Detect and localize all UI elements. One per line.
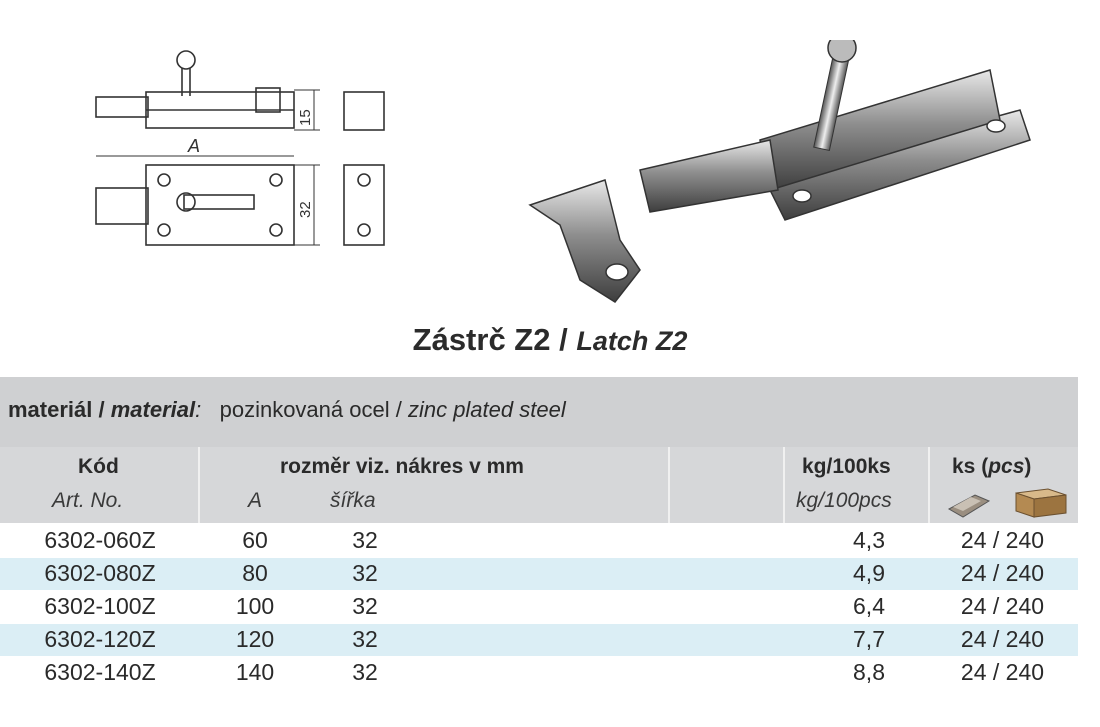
cell-width: 32 — [352, 527, 378, 553]
header-code-cz: Kód — [78, 455, 119, 478]
cell-kg: 7,7 — [853, 626, 885, 652]
header-ks: ks (pcs) — [952, 455, 1032, 478]
header-dim-w: šířka — [330, 489, 376, 512]
spec-table — [0, 377, 1078, 685]
cell-kg: 6,4 — [853, 593, 885, 619]
drawing-dim-15: 15 — [297, 109, 314, 126]
cell-a: 60 — [242, 527, 268, 553]
cell-a: 120 — [235, 626, 275, 652]
cell-ks: 24 / 240 — [960, 593, 1045, 619]
table-row — [0, 558, 1078, 590]
material-label-en: material — [110, 397, 196, 422]
material-value-en: zinc plated steel — [407, 397, 566, 422]
title-cz: Zástrč Z2 / — [412, 322, 568, 357]
product-photo — [520, 40, 1040, 315]
table-header — [0, 447, 1078, 523]
drawing-dim-a: A — [188, 136, 201, 156]
header-dim-a: A — [248, 489, 263, 512]
material-colon: : — [195, 397, 202, 422]
cell-a: 140 — [235, 659, 275, 685]
material-label-cz: materiál / — [8, 397, 105, 422]
small-pack-icon — [945, 487, 993, 519]
cell-code: 6302-120Z — [44, 626, 156, 652]
table-row — [0, 525, 1078, 557]
material-value-cz: pozinkovaná ocel / — [219, 397, 402, 422]
page-title — [0, 322, 1100, 358]
table-row — [0, 591, 1078, 623]
cell-a: 100 — [235, 593, 275, 619]
table-row — [0, 624, 1078, 656]
header-dims-cz: rozměr viz. nákres v mm — [280, 455, 524, 478]
cell-width: 32 — [352, 560, 378, 586]
cell-width: 32 — [352, 659, 378, 685]
title-en: Latch Z2 — [576, 326, 688, 356]
header-kg-en: kg/100pcs — [796, 489, 892, 512]
table-row — [0, 657, 1078, 689]
material-row — [0, 377, 1078, 447]
box-icon — [1012, 483, 1070, 519]
header-code-en: Art. No. — [52, 489, 124, 512]
cell-a: 80 — [242, 560, 268, 586]
drawing-dim-32: 32 — [297, 201, 314, 218]
cell-width: 32 — [352, 593, 378, 619]
cell-width: 32 — [352, 626, 378, 652]
header-ks-cz: ks — [952, 455, 976, 478]
cell-ks: 24 / 240 — [960, 659, 1045, 685]
cell-ks: 24 / 240 — [960, 527, 1045, 553]
header-kg-cz: kg/100ks — [802, 455, 891, 478]
cell-code: 6302-140Z — [44, 659, 156, 685]
cell-code: 6302-060Z — [44, 527, 156, 553]
cell-kg: 4,3 — [853, 527, 885, 553]
cell-ks: 24 / 240 — [960, 626, 1045, 652]
cell-code: 6302-080Z — [44, 560, 156, 586]
cell-ks: 24 / 240 — [960, 560, 1045, 586]
cell-kg: 8,8 — [853, 659, 885, 685]
technical-drawing — [88, 40, 388, 305]
cell-code: 6302-100Z — [44, 593, 156, 619]
cell-kg: 4,9 — [853, 560, 885, 586]
header-ks-en: pcs — [988, 455, 1025, 478]
